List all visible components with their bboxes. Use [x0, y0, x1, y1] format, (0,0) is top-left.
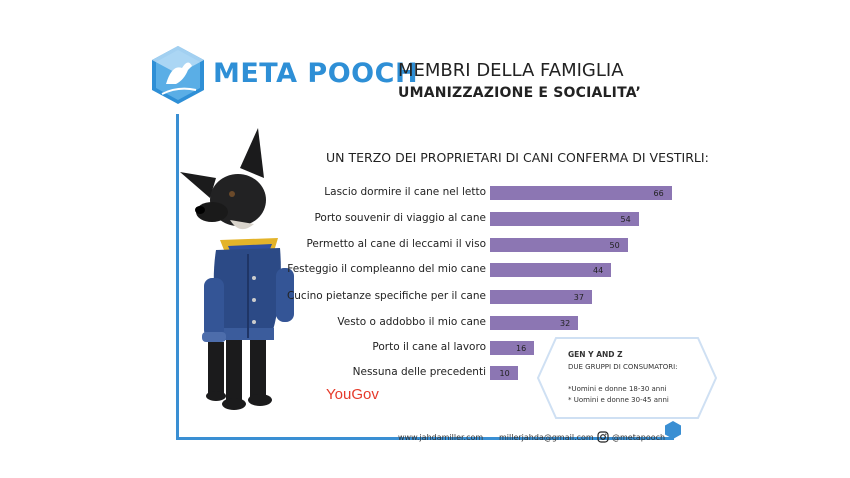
- page-subtitle: UMANIZZAZIONE E SOCIALITA’: [398, 85, 642, 101]
- bar-value-label: 37: [573, 293, 584, 302]
- category-label: Lascio dormire il cane nel letto: [324, 186, 486, 198]
- category-label: Festeggio il compleanno del mio cane: [287, 263, 486, 275]
- info-box-line: * Uomini e donne 30-45 anni: [568, 396, 669, 404]
- bar: [490, 186, 672, 200]
- footer-website-link[interactable]: www.jahdamiller.com: [398, 433, 484, 442]
- footer-email-link[interactable]: millerjahda@gmail.com: [499, 433, 594, 442]
- hexagon-decoration-icon: [664, 420, 682, 440]
- bar: [490, 212, 639, 226]
- instagram-icon: [597, 431, 609, 443]
- category-label: Permetto al cane di leccami il viso: [306, 238, 486, 250]
- category-label: Vesto o addobbo il mio cane: [337, 316, 486, 328]
- page-title: MEMBRI DELLA FAMIGLIA: [398, 60, 624, 81]
- meta-pooch-logo-icon: [148, 44, 208, 106]
- category-label: Cucino pietanze specifiche per il cane: [286, 290, 486, 302]
- bar-value-label: 10: [499, 369, 510, 378]
- info-box-title: GEN Y AND Z: [568, 350, 623, 359]
- info-box-line: *Uomini e donne 18-30 anni: [568, 385, 667, 393]
- footer-instagram-link[interactable]: @metapooch: [612, 433, 666, 442]
- bar-value-label: 66: [653, 189, 664, 198]
- category-label: Nessuna delle precedenti: [352, 366, 486, 378]
- category-label: Porto souvenir di viaggio al cane: [314, 212, 486, 224]
- bar-value-label: 44: [593, 266, 604, 275]
- dog-in-denim-jacket-image: [180, 128, 302, 418]
- bar-value-label: 54: [620, 215, 631, 224]
- source-yougov-label: YouGov: [326, 386, 379, 403]
- bar-value-label: 50: [609, 241, 620, 250]
- bar-value-label: 16: [516, 344, 527, 353]
- bar-value-label: 32: [560, 319, 571, 328]
- frame-vertical-line: [176, 114, 179, 440]
- brand-name: META POOCH: [213, 58, 419, 89]
- bar: [490, 238, 628, 252]
- bar: [490, 341, 534, 355]
- chart-title: UN TERZO DEI PROPRIETARI DI CANI CONFERMA DI VESTIRLI:: [326, 150, 709, 165]
- info-box-subtitle: DUE GRUPPI DI CONSUMATORI:: [568, 363, 678, 371]
- info-hexagon-box: [536, 336, 718, 420]
- category-label: Porto il cane al lavoro: [372, 341, 486, 353]
